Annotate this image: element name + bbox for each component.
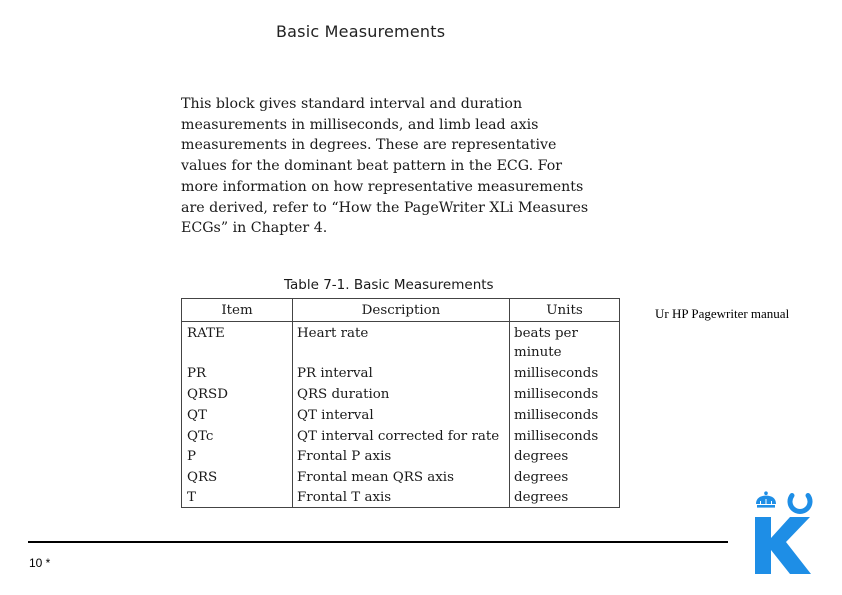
footer-rule	[28, 541, 728, 543]
cell-units: degrees	[514, 449, 569, 464]
cell-description: PR interval	[297, 366, 373, 381]
cell-units: minute	[514, 345, 562, 360]
cell-item: QRSD	[187, 387, 228, 402]
intro-paragraph	[181, 94, 631, 239]
header-divider	[182, 321, 619, 322]
measurements-table	[181, 298, 620, 508]
cell-item: P	[187, 449, 197, 464]
table-caption: Table 7-1. Basic Measurements	[284, 277, 494, 293]
intro-line: measurements in degrees. These are representative	[181, 137, 557, 154]
cell-units: milliseconds	[514, 408, 599, 423]
cell-description: Frontal mean QRS axis	[297, 470, 454, 485]
cell-description: QRS duration	[297, 387, 390, 402]
cell-units: beats per	[514, 326, 578, 341]
cell-units: milliseconds	[514, 429, 599, 444]
cell-item: RATE	[187, 326, 225, 341]
column-divider	[509, 299, 510, 507]
page-number: 10 *	[29, 556, 51, 570]
cell-description: QT interval	[297, 408, 374, 423]
column-divider	[292, 299, 293, 507]
cell-item: QT	[187, 408, 207, 423]
intro-line: This block gives standard interval and duration	[181, 96, 523, 112]
intro-line: ECGs” in Chapter 4.	[181, 220, 328, 237]
source-note: Ur HP Pagewriter manual	[655, 306, 790, 321]
cell-item: QRS	[187, 470, 218, 485]
cell-description: Frontal T axis	[297, 490, 392, 505]
cell-description: QT interval corrected for rate	[297, 429, 500, 444]
cell-item: QTc	[187, 429, 214, 444]
intro-line: measurements in milliseconds, and limb lead axis	[181, 116, 539, 133]
intro-line: values for the dominant beat pattern in the ECG. For	[181, 158, 563, 175]
page-title: Basic Measurements	[276, 22, 446, 41]
k-letter-icon	[755, 517, 811, 574]
header-units: Units	[546, 303, 583, 318]
cell-units: degrees	[514, 470, 569, 485]
cell-item: T	[187, 490, 196, 505]
header-description: Description	[361, 303, 441, 318]
cell-units: milliseconds	[514, 387, 599, 402]
university-logo	[752, 490, 814, 576]
cell-description: Frontal P axis	[297, 449, 392, 464]
cell-units: degrees	[514, 490, 569, 505]
crown-icon	[756, 491, 776, 507]
header-item: Item	[221, 303, 253, 318]
intro-line: more information on how representative measurements	[181, 178, 584, 195]
cell-units: milliseconds	[514, 366, 599, 381]
cell-item: PR	[187, 366, 207, 381]
intro-line: are derived, refer to “How the PageWriter XLi Measures	[181, 199, 589, 216]
cell-description: Heart rate	[297, 326, 369, 341]
arc-icon	[790, 496, 810, 512]
